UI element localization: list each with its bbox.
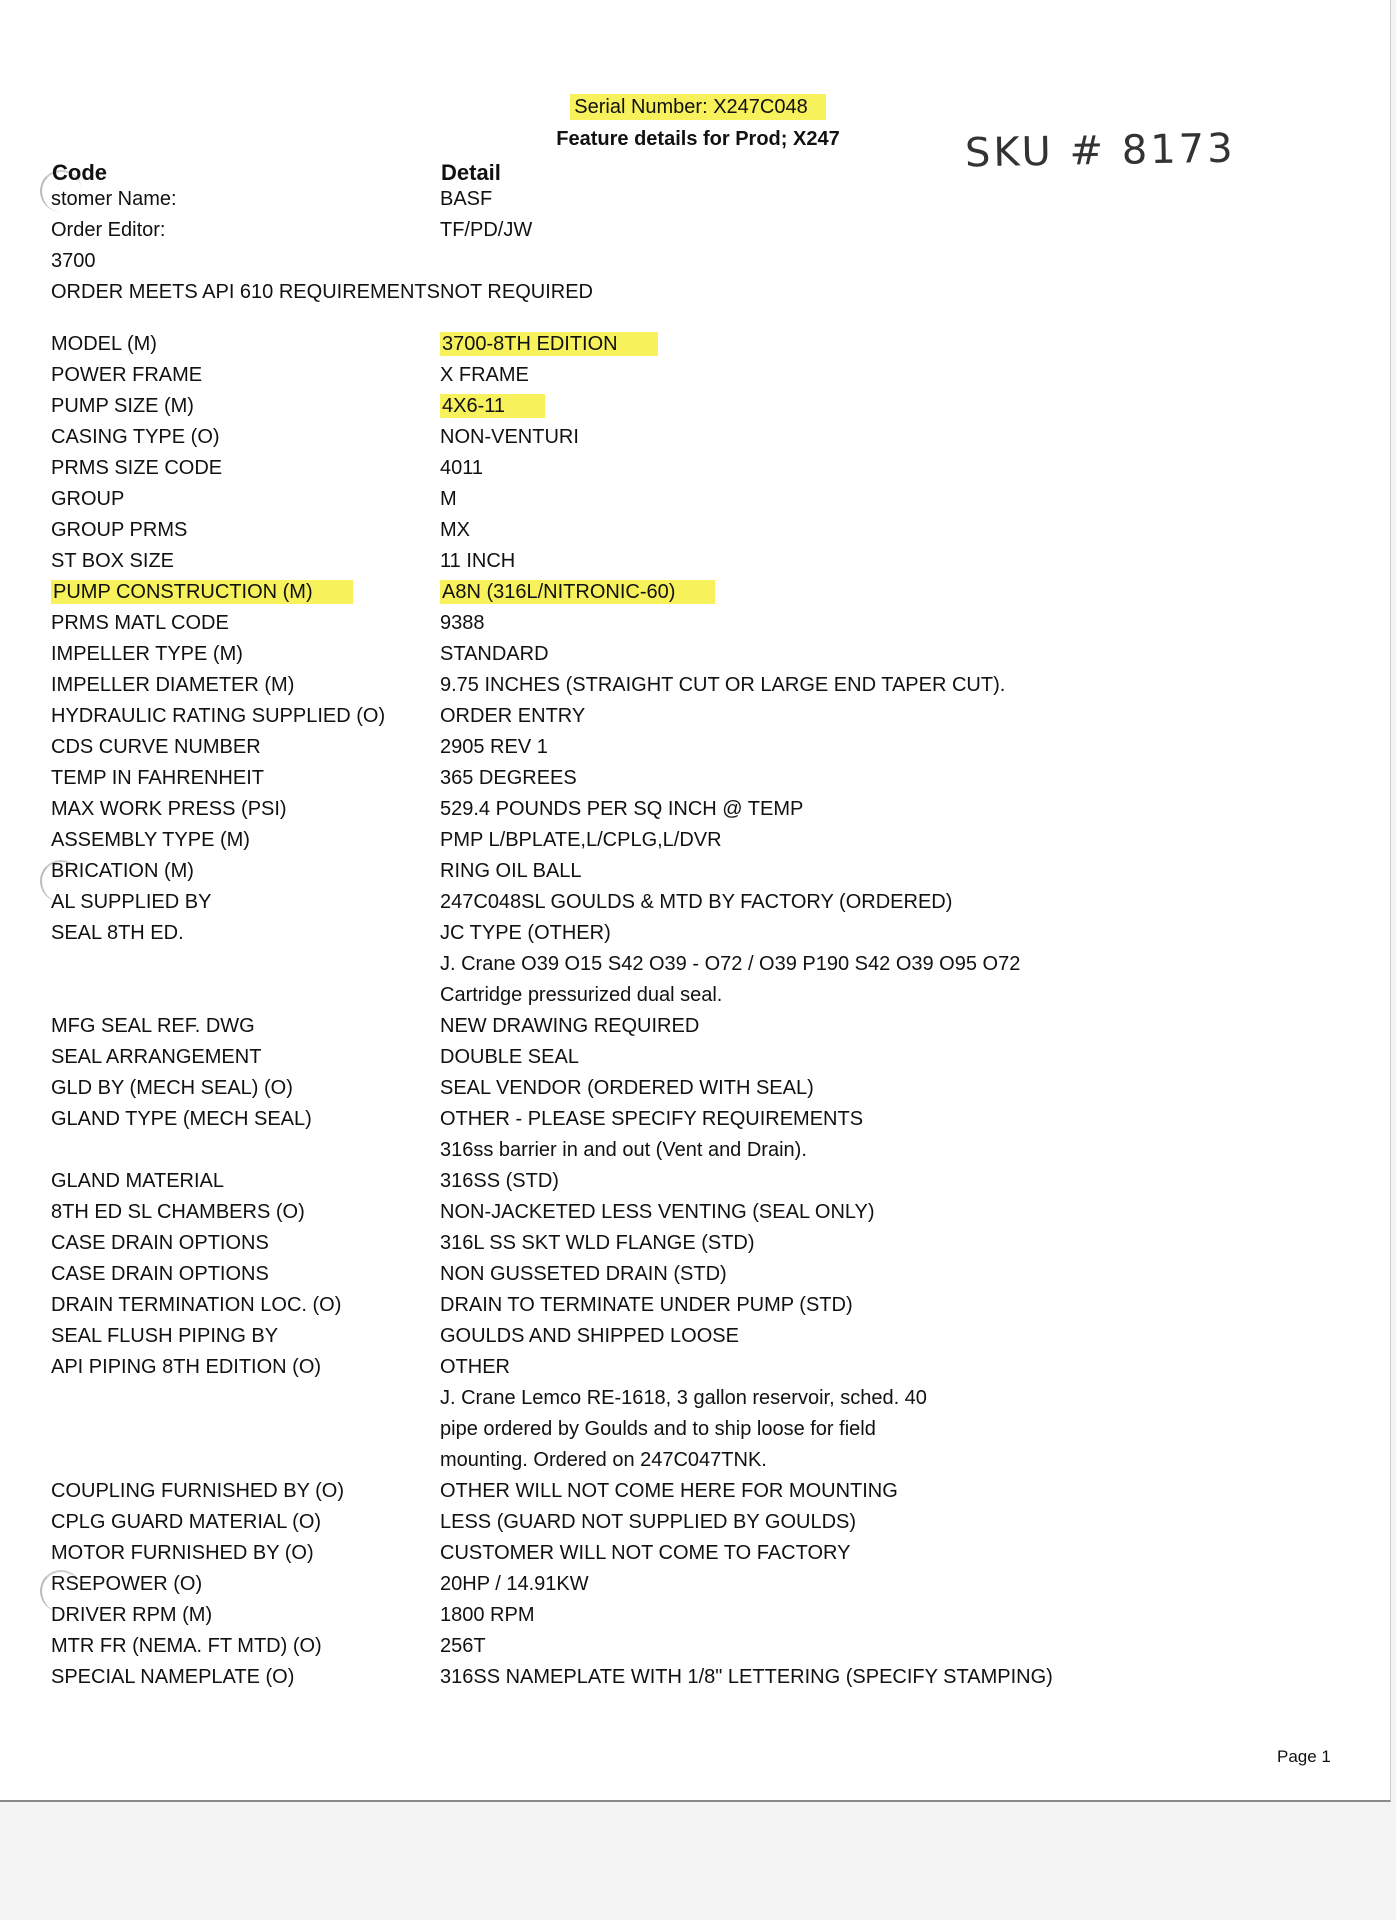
row-detail [440, 1078, 1380, 1099]
row-code [51, 1605, 441, 1626]
row-detail [440, 1233, 1380, 1254]
row-detail-text: pipe ordered by Goulds and to ship loose for field [440, 1418, 876, 1440]
row-detail-text: MX [440, 519, 470, 541]
row-detail-text: NON GUSSETED DRAIN (STD) [440, 1263, 727, 1285]
row-detail [440, 551, 1380, 572]
row-code-text: IMPELLER TYPE (M) [51, 643, 243, 665]
row-detail-text: 316L SS SKT WLD FLANGE (STD) [440, 1232, 755, 1254]
row-detail [440, 582, 1380, 603]
row-detail-text: 316SS (STD) [440, 1170, 559, 1192]
table-row [0, 427, 1396, 458]
row-detail-text: OTHER [440, 1356, 510, 1378]
row-code [51, 1512, 441, 1533]
row-detail-text: 1800 RPM [440, 1604, 535, 1626]
row-code-text: GLAND MATERIAL [51, 1170, 224, 1192]
row-detail [440, 1667, 1380, 1688]
row-detail [440, 954, 1380, 975]
row-detail-text: mounting. Ordered on 247C047TNK. [440, 1449, 767, 1471]
row-detail [440, 1450, 1380, 1471]
table-row [0, 644, 1396, 675]
row-detail [440, 1295, 1380, 1316]
table-row [0, 1357, 1396, 1388]
row-detail-text: Cartridge pressurized dual seal. [440, 984, 723, 1006]
serial-number: Serial Number: X247C048 [0, 96, 1396, 119]
row-code-text: TEMP IN FAHRENHEIT [51, 767, 264, 789]
row-detail-text: 529.4 POUNDS PER SQ INCH @ TEMP [440, 798, 804, 820]
row-code [51, 706, 441, 727]
row-code-text: PRMS SIZE CODE [51, 457, 223, 479]
row-detail [440, 1605, 1380, 1626]
row-detail-text: TF/PD/JW [440, 219, 533, 241]
table-row [0, 365, 1396, 396]
row-code [51, 923, 441, 944]
table-row [0, 861, 1396, 892]
row-detail-text: 20HP / 14.91KW [440, 1573, 589, 1595]
row-code-text: HYDRAULIC RATING SUPPLIED (O) [51, 705, 386, 727]
row-detail [440, 489, 1380, 510]
row-detail [440, 892, 1380, 913]
row-code-text: SEAL 8TH ED. [51, 922, 184, 944]
row-code [51, 861, 441, 882]
row-detail-text: GOULDS AND SHIPPED LOOSE [440, 1325, 739, 1347]
row-detail-text: STANDARD [440, 643, 549, 665]
row-detail-text: 2905 REV 1 [440, 736, 548, 758]
row-code-text: 3700 [51, 250, 96, 272]
row-code [51, 675, 441, 696]
row-code [51, 282, 441, 303]
table-row [0, 1481, 1396, 1512]
row-code-text: MTR FR (NEMA. FT MTD) (O) [51, 1635, 322, 1657]
row-detail-text: 247C048SL GOULDS & MTD BY FACTORY (ORDERED) [440, 891, 953, 913]
table-row [0, 1574, 1396, 1605]
table-row [0, 1171, 1396, 1202]
row-detail-text: 3700-8TH EDITION [440, 332, 658, 356]
row-detail-text: 11 INCH [440, 550, 516, 572]
row-code [51, 1078, 441, 1099]
row-detail-text: PMP L/BPLATE,L/CPLG,L/DVR [440, 829, 722, 851]
row-detail [440, 220, 1380, 241]
row-code [51, 737, 441, 758]
row-code [51, 1016, 441, 1037]
row-code-text: POWER FRAME [51, 364, 203, 386]
row-code-text: ASSEMBLY TYPE (M) [51, 829, 250, 851]
row-detail [440, 861, 1380, 882]
row-detail [440, 1512, 1380, 1533]
row-code-text: ORDER MEETS API 610 REQUIREMENTS [51, 281, 440, 303]
row-code [51, 220, 441, 241]
row-code-text: SEAL FLUSH PIPING BY [51, 1325, 279, 1347]
row-detail [440, 396, 1380, 417]
table-row [0, 1636, 1396, 1667]
table-row [0, 706, 1396, 737]
row-code-text: CDS CURVE NUMBER [51, 736, 261, 758]
row-detail-text: RING OIL BALL [440, 860, 582, 882]
row-detail-text: OTHER WILL NOT COME HERE FOR MOUNTING [440, 1480, 898, 1502]
row-detail-text: A8N (316L/NITRONIC-60) [440, 580, 715, 604]
table-row [0, 799, 1396, 830]
table-row [0, 1233, 1396, 1264]
row-code [51, 768, 441, 789]
row-code-text: API PIPING 8TH EDITION (O) [51, 1356, 322, 1378]
table-row [0, 458, 1396, 489]
row-code [51, 644, 441, 665]
row-code-text: DRIVER RPM (M) [51, 1604, 213, 1626]
table-row [0, 1016, 1396, 1047]
row-detail [440, 1419, 1380, 1440]
row-code [51, 1171, 441, 1192]
row-code [51, 1047, 441, 1068]
table-row [0, 1419, 1396, 1450]
table-row [0, 954, 1396, 985]
table-row [0, 675, 1396, 706]
row-detail-text: ORDER ENTRY [440, 705, 586, 727]
row-detail [440, 1171, 1380, 1192]
table-row [0, 1202, 1396, 1233]
row-code-text: IMPELLER DIAMETER (M) [51, 674, 295, 696]
row-code-text: SEAL ARRANGEMENT [51, 1046, 262, 1068]
row-code-text: PUMP CONSTRUCTION (M) [51, 580, 353, 604]
row-detail-text: 4011 [440, 457, 484, 479]
code-column-header: Code [52, 160, 107, 185]
row-detail-text: BASF [440, 188, 493, 210]
row-detail [440, 644, 1380, 665]
row-detail-text: J. Crane O39 O15 S42 O39 - O72 / O39 P190 S42 O39 O95 O72 [440, 953, 1021, 975]
row-detail [440, 613, 1380, 634]
page-number: Page 1 [1277, 1747, 1331, 1766]
row-detail-text: CUSTOMER WILL NOT COME TO FACTORY [440, 1542, 851, 1564]
row-detail [440, 799, 1380, 820]
row-code [51, 892, 441, 913]
row-code-text: GROUP PRMS [51, 519, 188, 541]
row-detail-text: LESS (GUARD NOT SUPPLIED BY GOULDS) [440, 1511, 857, 1533]
row-detail-text: OTHER - PLEASE SPECIFY REQUIREMENTS [440, 1108, 864, 1130]
table-row [0, 1450, 1396, 1481]
row-code [51, 1543, 441, 1564]
row-detail-text: 256T [440, 1635, 486, 1657]
row-detail-text: M [440, 488, 457, 510]
table-row [0, 1512, 1396, 1543]
table-row [0, 923, 1396, 954]
table-row [0, 1388, 1396, 1419]
table-row [0, 1667, 1396, 1698]
handwritten-sku-note: SKU # 8173 [964, 125, 1236, 177]
row-detail [440, 675, 1380, 696]
row-detail [440, 1574, 1380, 1595]
row-detail [440, 830, 1380, 851]
row-code [51, 1326, 441, 1347]
table-row [0, 1109, 1396, 1140]
row-code-text: SPECIAL NAMEPLATE (O) [51, 1666, 295, 1688]
row-detail [440, 189, 1380, 210]
row-code [51, 189, 441, 210]
row-detail [440, 985, 1380, 1006]
row-detail [440, 282, 1380, 303]
row-detail-text: 365 DEGREES [440, 767, 577, 789]
row-detail [440, 1202, 1380, 1223]
table-row [0, 334, 1396, 365]
row-code [51, 1667, 441, 1688]
row-detail [440, 1388, 1380, 1409]
table-row [0, 830, 1396, 861]
row-code-text: MAX WORK PRESS (PSI) [51, 798, 287, 820]
row-detail [440, 520, 1380, 541]
row-code-text: GLD BY (MECH SEAL) (O) [51, 1077, 293, 1099]
row-detail-text: JC TYPE (OTHER) [440, 922, 611, 944]
row-detail [440, 334, 1380, 355]
row-detail [440, 1326, 1380, 1347]
row-code [51, 1574, 441, 1595]
row-code [51, 427, 441, 448]
row-detail [440, 1264, 1380, 1285]
detail-column-header: Detail [441, 160, 501, 185]
row-code-text: MFG SEAL REF. DWG [51, 1015, 255, 1037]
row-code-text: BRICATION (M) [51, 860, 194, 882]
row-detail [440, 706, 1380, 727]
table-row [0, 189, 1396, 220]
row-detail-text: NON-VENTURI [440, 426, 579, 448]
row-detail-text: NON-JACKETED LESS VENTING (SEAL ONLY) [440, 1201, 875, 1223]
table-row [0, 1078, 1396, 1109]
table-row [0, 551, 1396, 582]
row-detail [440, 768, 1380, 789]
row-code-text: CASE DRAIN OPTIONS [51, 1232, 269, 1254]
table-row [0, 892, 1396, 923]
row-detail [440, 1109, 1380, 1130]
table-row [0, 220, 1396, 251]
row-code-text: MODEL (M) [51, 333, 157, 355]
row-detail-text: 9388 [440, 612, 485, 634]
row-code-text: Order Editor: [51, 219, 166, 241]
row-code [51, 1357, 441, 1378]
row-code [51, 799, 441, 820]
row-code [51, 489, 441, 510]
row-detail [440, 427, 1380, 448]
row-detail-text: 4X6-11 [440, 394, 545, 418]
table-row [0, 1047, 1396, 1078]
row-code [51, 1264, 441, 1285]
row-code [51, 520, 441, 541]
row-detail [440, 1636, 1380, 1657]
row-code-text: 8TH ED SL CHAMBERS (O) [51, 1201, 305, 1223]
table-row [0, 251, 1396, 282]
row-code-text: DRAIN TERMINATION LOC. (O) [51, 1294, 342, 1316]
table-row [0, 768, 1396, 799]
table-row [0, 282, 1396, 334]
row-code-text: PRMS MATL CODE [51, 612, 229, 634]
row-code [51, 1481, 441, 1502]
row-detail-text: DRAIN TO TERMINATE UNDER PUMP (STD) [440, 1294, 853, 1316]
row-code-text: MOTOR FURNISHED BY (O) [51, 1542, 314, 1564]
row-detail-text: NEW DRAWING REQUIRED [440, 1015, 700, 1037]
table-row [0, 520, 1396, 551]
table-row [0, 1140, 1396, 1171]
row-code-text: GLAND TYPE (MECH SEAL) [51, 1108, 312, 1130]
row-detail [440, 1047, 1380, 1068]
row-code-text: CASING TYPE (O) [51, 426, 220, 448]
row-code [51, 251, 441, 272]
table-row [0, 1295, 1396, 1326]
row-detail-text: 9.75 INCHES (STRAIGHT CUT OR LARGE END TAPER CUT). [440, 674, 1006, 696]
row-detail-text: DOUBLE SEAL [440, 1046, 579, 1068]
row-code [51, 830, 441, 851]
row-code [51, 613, 441, 634]
row-detail [440, 1481, 1380, 1502]
row-detail-text: NOT REQUIRED [440, 281, 593, 303]
row-code-text: COUPLING FURNISHED BY (O) [51, 1480, 344, 1502]
row-detail [440, 1543, 1380, 1564]
row-code [51, 1233, 441, 1254]
row-code [51, 334, 441, 355]
feature-table [0, 189, 1396, 1698]
row-code [51, 1202, 441, 1223]
table-row [0, 613, 1396, 644]
row-detail [440, 1140, 1380, 1161]
row-code-text: CASE DRAIN OPTIONS [51, 1263, 269, 1285]
row-detail [440, 923, 1380, 944]
row-code-text: CPLG GUARD MATERIAL (O) [51, 1511, 322, 1533]
row-code-text: stomer Name: [51, 188, 177, 210]
row-code-text: RSEPOWER (O) [51, 1573, 203, 1595]
table-row [0, 582, 1396, 613]
row-code [51, 458, 441, 479]
row-code [51, 1636, 441, 1657]
row-code-text: AL SUPPLIED BY [51, 891, 212, 913]
row-detail [440, 1016, 1380, 1037]
table-row [0, 396, 1396, 427]
row-detail-text: X FRAME [440, 364, 529, 386]
row-code [51, 551, 441, 572]
row-detail [440, 365, 1380, 386]
table-row [0, 985, 1396, 1016]
row-detail-text: SEAL VENDOR (ORDERED WITH SEAL) [440, 1077, 814, 1099]
table-row [0, 1264, 1396, 1295]
row-code [51, 582, 441, 603]
row-code-text: GROUP [51, 488, 125, 510]
row-detail-text: J. Crane Lemco RE-1618, 3 gallon reservoir, sched. 40 [440, 1387, 927, 1409]
table-row [0, 1326, 1396, 1357]
table-row [0, 1605, 1396, 1636]
row-detail [440, 737, 1380, 758]
row-detail [440, 1357, 1380, 1378]
row-code [51, 1109, 441, 1130]
feature-title: Feature details for Prod; X247 [556, 128, 840, 150]
row-detail-text: 316SS NAMEPLATE WITH 1/8" LETTERING (SPECIFY STAMPING) [440, 1666, 1053, 1688]
table-row [0, 737, 1396, 768]
row-detail-text: 316ss barrier in and out (Vent and Drain). [440, 1139, 807, 1161]
row-code-text: PUMP SIZE (M) [51, 395, 194, 417]
row-code [51, 396, 441, 417]
table-row [0, 489, 1396, 520]
row-code [51, 365, 441, 386]
row-code [51, 1295, 441, 1316]
row-code-text: ST BOX SIZE [51, 550, 174, 572]
row-detail [440, 458, 1380, 479]
table-row [0, 1543, 1396, 1574]
